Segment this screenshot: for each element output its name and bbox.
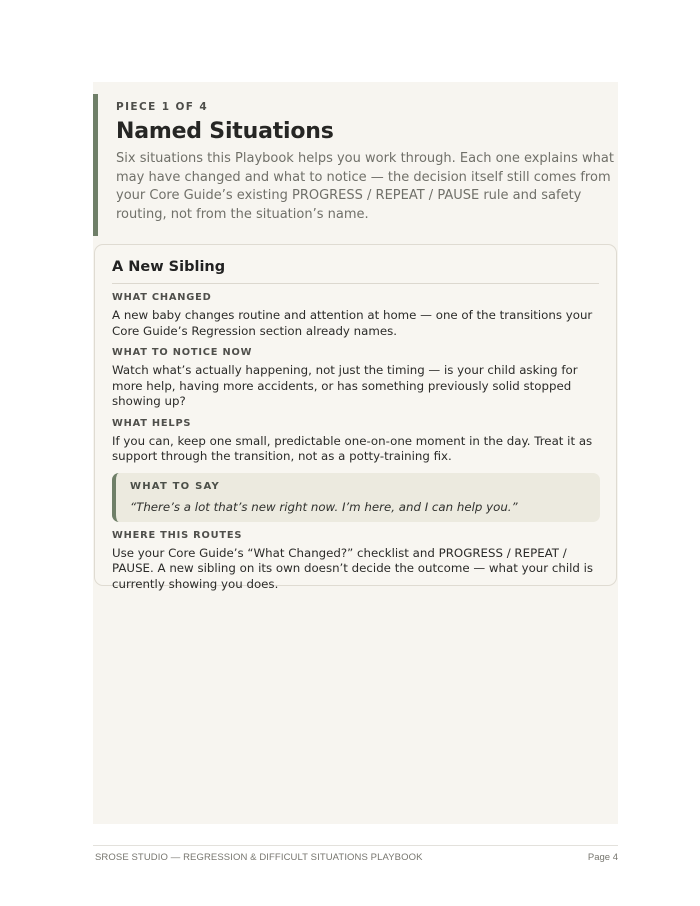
footer-divider bbox=[93, 845, 618, 846]
section-intro-text: Six situations this Playbook helps you work through. Each one explains what may have changed and what to notice — the decision itself still comes from your Core Guide’s existing PROGRESS / REPEAT / PAUSE rule and safety routing, not from the situation’s name. bbox=[116, 151, 614, 222]
situation-card bbox=[94, 244, 617, 591]
section-title: Named Situations bbox=[116, 119, 334, 144]
what-helps-text: If you can, keep one small, predictable one-on-one moment in the day. Treat it as support through the transition, not as a potty-training fix. bbox=[112, 433, 593, 463]
what-to-notice-text: Watch what’s actually happening, not just the timing — is your child asking for more help, having more accidents, or has something previously solid stopped showing up? bbox=[112, 363, 578, 408]
where-this-routes-label: WHERE THIS ROUTES bbox=[112, 529, 243, 541]
what-to-say-callout bbox=[112, 473, 600, 522]
what-changed-label: WHAT CHANGED bbox=[112, 292, 212, 303]
what-to-say-label: WHAT TO SAY bbox=[130, 480, 220, 492]
what-helps-label: WHAT HELPS bbox=[112, 417, 192, 429]
footer-document-title: SROSE STUDIO — REGRESSION & DIFFICULT SITUATIONS PLAYBOOK bbox=[95, 852, 423, 863]
situation-title: A New Sibling bbox=[112, 259, 599, 284]
what-changed-text: A new baby changes routine and attention at home — one of the transitions your Core Guide’s Regression section already names. bbox=[112, 308, 593, 338]
section-intro bbox=[93, 94, 613, 236]
page-number: Page 4 bbox=[587, 852, 618, 863]
where-this-routes-text: Use your Core Guide’s “What Changed?” checklist and PROGRESS / REPEAT / PAUSE. A new sibling on its own doesn’t decide the outcome — what your child is currently showing you does. bbox=[112, 545, 594, 591]
what-to-notice-label: WHAT TO NOTICE NOW bbox=[112, 347, 253, 358]
section-eyebrow: PIECE 1 OF 4 bbox=[116, 101, 209, 113]
what-to-say-quote: “There’s a lot that’s new right now. I’m here, and I can help you.” bbox=[130, 499, 518, 514]
